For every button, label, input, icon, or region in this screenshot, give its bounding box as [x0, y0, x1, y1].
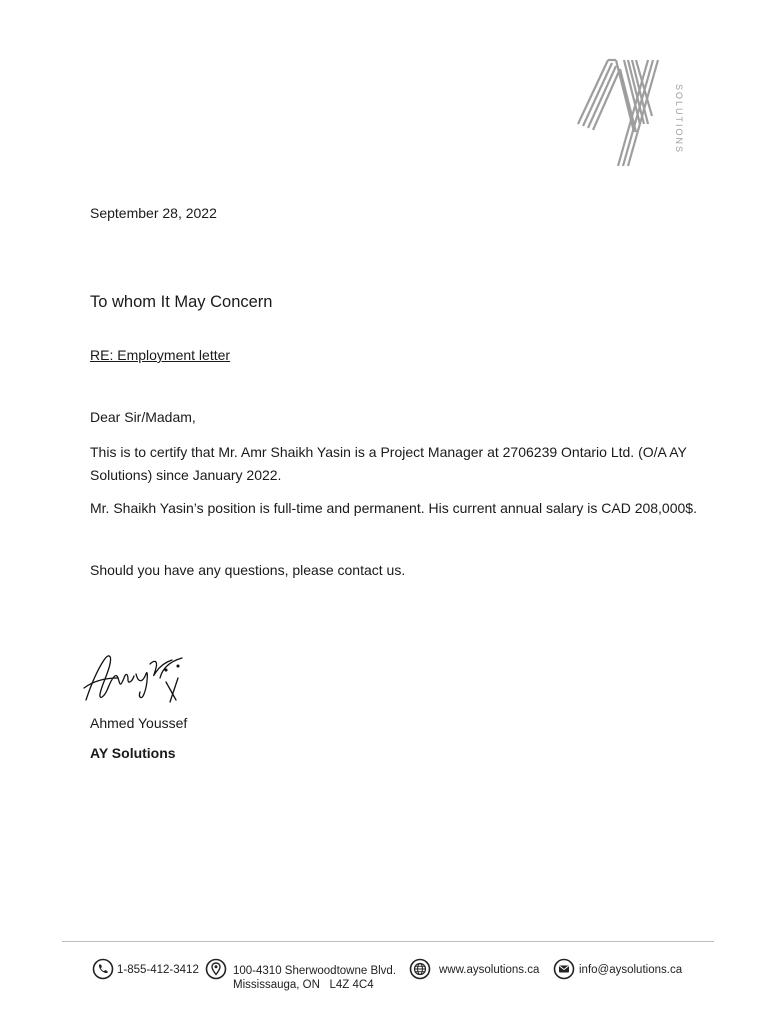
- subject-line: RE: Employment letter: [90, 347, 231, 363]
- greeting: Dear Sir/Madam,: [90, 409, 196, 425]
- footer-divider: [62, 941, 714, 942]
- location-pin-icon: [205, 958, 227, 980]
- paragraph-position-salary: Mr. Shaikh Yasin’s position is full-time and permanent. His current annual salary is CAD 208,000$.: [90, 500, 697, 516]
- footer-address-line-2: Mississauga, ON L4Z 4C4: [233, 979, 374, 991]
- footer-email-text[interactable]: info@aysolutions.ca: [579, 964, 683, 976]
- letterhead-footer: [0, 958, 768, 998]
- signer-company: AY Solutions: [90, 745, 176, 761]
- footer-address-line-1: 100-4310 Sherwoodtowne Blvd.: [233, 965, 397, 977]
- handwritten-signature: [82, 648, 192, 706]
- globe-icon: [409, 958, 431, 980]
- paragraph-certification: This is to certify that Mr. Amr Shaikh Yasin is a Project Manager at 2706239 Ontario Ltd. (O/A AY Solutions) since January 2022.: [90, 444, 687, 483]
- envelope-icon: [553, 958, 575, 980]
- letter-date: September 28, 2022: [90, 205, 217, 221]
- signer-name: Ahmed Youssef: [90, 715, 188, 731]
- footer-phone: [92, 958, 199, 980]
- footer-phone-text: 1-855-412-3412: [117, 964, 199, 976]
- footer-email: [553, 958, 682, 980]
- footer-website-text[interactable]: www.aysolutions.ca: [439, 964, 540, 976]
- signature-graphic: [82, 648, 192, 706]
- salutation-heading: To whom It May Concern: [90, 293, 273, 311]
- company-logo: [572, 54, 692, 174]
- phone-icon: [92, 958, 114, 980]
- footer-website: [409, 958, 539, 980]
- footer-address: [205, 958, 396, 992]
- paragraph-closing: Should you have any questions, please contact us.: [90, 562, 406, 578]
- logo-wordmark: SOLUTIONS: [674, 84, 684, 155]
- ay-solutions-logo-graphic: [572, 54, 692, 174]
